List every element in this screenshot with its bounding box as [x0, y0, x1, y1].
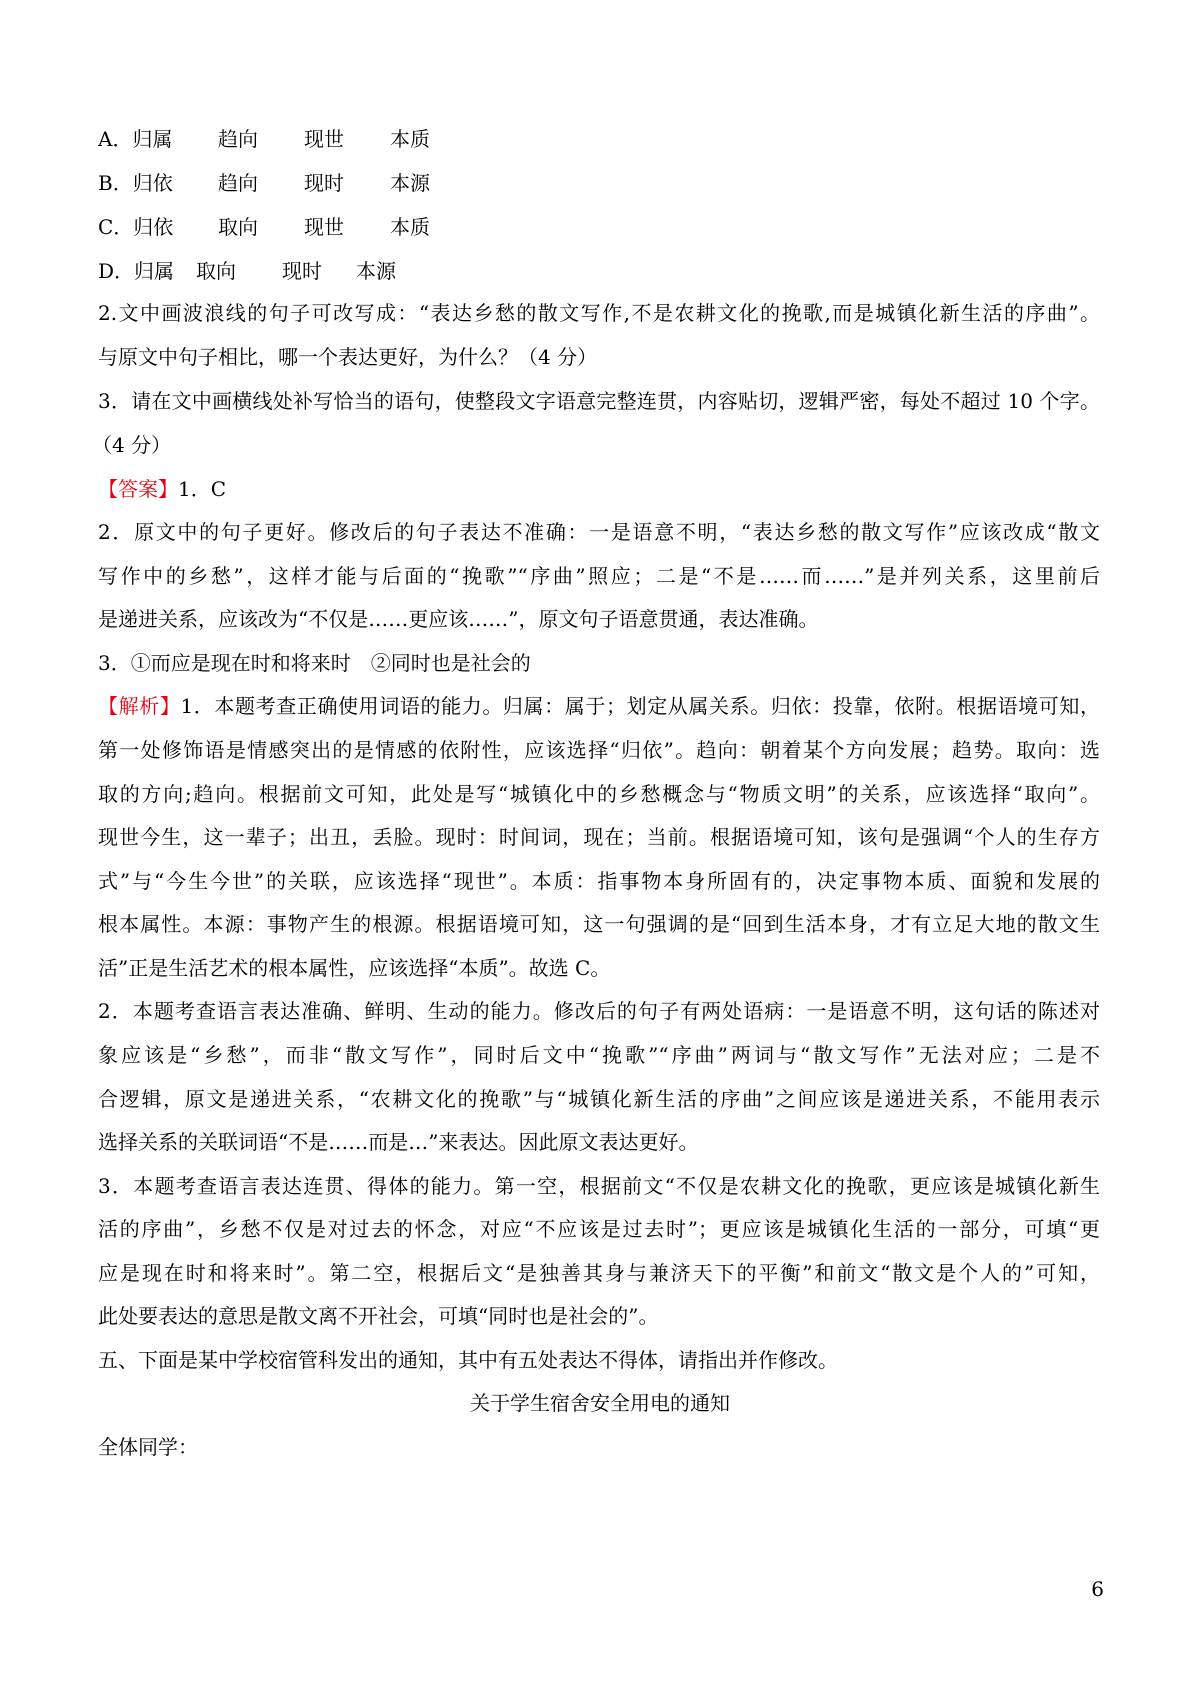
question-2-line-2: 与原文中句子相比，哪一个表达更好，为什么？（4 分） [98, 345, 598, 369]
option-label: B．归依 [98, 171, 173, 195]
analysis-1-line-2: 第一处修饰语是情感突出的是情感的依附性，应该选择“归依”。趋向：朝着某个方向发展；趋势。取向：选 [98, 738, 1100, 762]
option-a [98, 124, 1100, 154]
option-word: 现世 [304, 215, 344, 239]
analysis-3-line-3: 应是现在时和将来时”。第二空，根据后文“是独善其身与兼济天下的平衡”和前文“散文是个人的”可知， [98, 1261, 1100, 1285]
option-label: D．归属 [98, 259, 175, 283]
option-word: 现时 [282, 259, 322, 283]
notice-title: 关于学生宿舍安全用电的通知 [470, 1391, 730, 1415]
option-word: 本质 [390, 127, 430, 151]
notice-salutation: 全体同学： [98, 1435, 198, 1459]
option-word: 趋向 [218, 127, 258, 151]
analysis-1-line-3: 取的方向;趋向。根据前文可知，此处是写“城镇化中的乡愁概念与“物质文明”的关系，应该选择“取向”。 [98, 782, 1100, 806]
answer-2-line-1: 2．原文中的句子更好。修改后的句子表达不准确：一是语意不明，“表达乡愁的散文写作”应该改成“散文 [98, 520, 1100, 544]
question-3-line-2: （4 分） [92, 433, 172, 457]
question-2-line-1: 2.文中画波浪线的句子可改写成：“表达乡愁的散文写作,不是农耕文化的挽歌,而是城镇化新生活的序曲”。 [98, 301, 1100, 325]
answer-heading [98, 474, 1100, 504]
answer-1: 1．C [178, 477, 227, 501]
analysis-2-line-1: 2．本题考查语言表达准确、鲜明、生动的能力。修改后的句子有两处语病：一是语意不明，这句话的陈述对 [98, 999, 1100, 1023]
option-word: 取向 [218, 215, 258, 239]
analysis-1-line-1: 1．本题考查正确使用词语的能力。归属：属于；划定从属关系。归依：投靠，依附。根据语境可知， [180, 694, 1101, 718]
option-word: 取向 [196, 259, 236, 283]
analysis-1-line-7: 活”正是生活艺术的根本属性，应该选择“本质”。故选 C。 [98, 956, 611, 980]
answer-2-line-2: 写作中的乡愁”，这样才能与后面的“挽歌”“序曲”照应；二是“不是……而……”是并列关系，这里前后 [98, 564, 1100, 588]
option-word: 本源 [356, 259, 396, 283]
analysis-2-line-3: 合逻辑，原文是递进关系，“农耕文化的挽歌”与“城镇化新生活的序曲”之间应该是递进关系，不能用表示 [98, 1087, 1100, 1111]
option-word: 趋向 [218, 171, 258, 195]
option-label: C．归依 [98, 215, 174, 239]
option-word: 现时 [304, 171, 344, 195]
analysis-3-line-4: 此处要表达的意思是散文离不开社会，可填“同时也是社会的”。 [98, 1304, 659, 1328]
question-3-line-1: 3．请在文中画横线处补写恰当的语句，使整段文字语意完整连贯，内容贴切，逻辑严密，每处不超过 10 个字。 [98, 389, 1100, 413]
analysis-tag: 【解析】 [98, 694, 181, 718]
analysis-1-line-4: 现世今生，这一辈子；出丑，丢脸。现时：时间词，现在；当前。根据语境可知，该句是强调“个人的生存方 [98, 825, 1100, 849]
analysis-3-line-2: 活的序曲”，乡愁不仅是对过去的怀念，对应“不应该是过去时”；更应该是城镇化生活的一部分，可填“更 [98, 1217, 1100, 1241]
option-d [98, 256, 1100, 286]
option-word: 本源 [390, 171, 430, 195]
page-number: 6 [1091, 1577, 1104, 1601]
option-c [98, 212, 1100, 242]
answer-tag: 【答案】 [98, 477, 178, 501]
option-label: A．归属 [98, 127, 173, 151]
option-word: 现世 [304, 127, 344, 151]
analysis-2-line-4: 选择关系的关联词语“不是……而是…”来表达。因此原文表达更好。 [98, 1130, 699, 1154]
analysis-1-line-5: 式”与“今生今世”的关联，应该选择“现世”。本质：指事物本身所固有的，决定事物本质、面貌和发展的 [98, 869, 1100, 893]
answer-2-line-3: 是递进关系，应该改为“不仅是……更应该……”，原文句子语意贯通，表达准确。 [98, 607, 819, 631]
option-b [98, 168, 1100, 198]
analysis-1-line-6: 根本属性。本源：事物产生的根源。根据语境可知，这一句强调的是“回到生活本身，才有立足大地的散文生 [98, 912, 1100, 936]
analysis-heading [98, 691, 1100, 721]
section-5-prompt: 五、下面是某中学校宿管科发出的通知，其中有五处表达不得体，请指出并作修改。 [98, 1348, 838, 1372]
option-word: 本质 [390, 215, 430, 239]
answer-3: 3．①而应是现在时和将来时 ②同时也是社会的 [98, 651, 531, 675]
analysis-3-line-1: 3．本题考查语言表达连贯、得体的能力。第一空，根据前文“不仅是农耕文化的挽歌，更应该是城镇化新生 [98, 1174, 1100, 1198]
analysis-2-line-2: 象应该是“乡愁”，而非“散文写作”，同时后文中“挽歌”“序曲”两词与“散文写作”无法对应；二是不 [98, 1043, 1100, 1067]
